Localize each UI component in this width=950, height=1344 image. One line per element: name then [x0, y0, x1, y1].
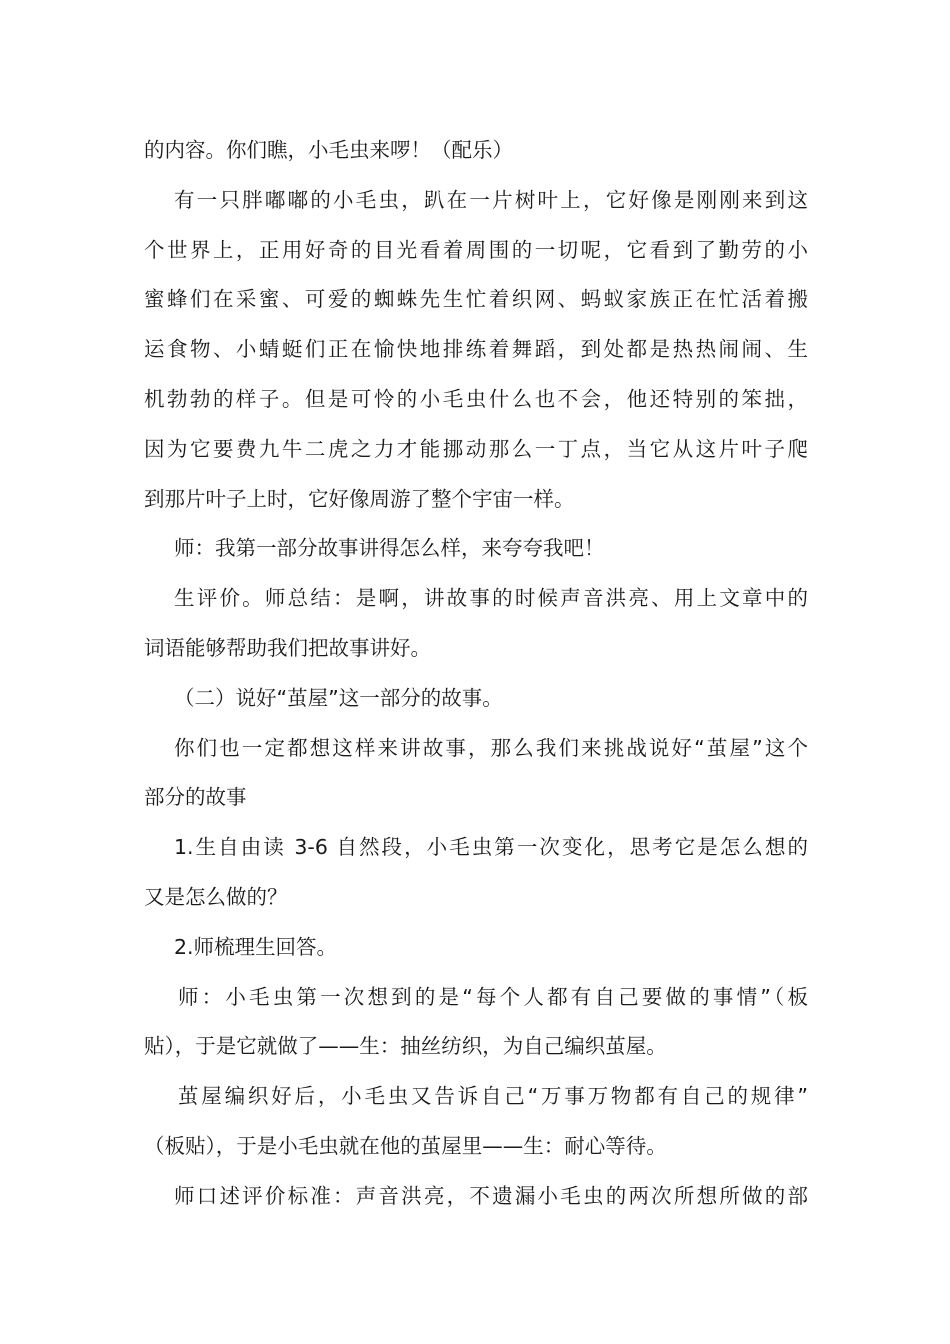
text-line: 1.生自由读 3-6 自然段，小毛虫第一次变化，思考它是怎么想的 [174, 835, 808, 860]
text-line: 茧屋编织好后，小毛虫又告诉自己“万事万物都有自己的规律” [178, 1084, 808, 1109]
text-line: 的内容。你们瞧，小毛虫来啰！（配乐） [144, 138, 513, 162]
text-line: （二）说好“茧屋”这一部分的故事。 [174, 685, 503, 710]
text-line: 机勃勃的样子。但是可怜的小毛虫什么也不会，他还特别的笨拙， [144, 386, 808, 411]
text-line: 师：我第一部分故事讲得怎么样，来夸夸我吧！ [174, 536, 605, 561]
text-line: 到那片叶子上时，它好像周游了整个宇宙一样。 [144, 486, 575, 511]
document-page [144, 126, 808, 1222]
text-line: 部分的故事 [144, 785, 247, 810]
text-line: 你们也一定都想这样来讲故事，那么我们来挑战说好“茧屋”这个 [174, 735, 808, 760]
text-line: 生评价。师总结：是啊，讲故事的时候声音洪亮、用上文章中的 [174, 586, 808, 611]
text-line: 又是怎么做的？ [144, 884, 288, 909]
text-line: 运食物、小蜻蜓们正在愉快地排练着舞蹈，到处都是热热闹闹、生 [144, 337, 808, 362]
text-line: 有一只胖嘟嘟的小毛虫，趴在一片树叶上，它好像是刚刚来到这 [174, 187, 808, 212]
text-line: （板贴），于是小毛虫就在他的茧屋里——生：耐心等待。 [144, 1133, 667, 1158]
text-line: 蜜蜂们在采蜜、可爱的蜘蛛先生忙着织网、蚂蚁家族正在忙活着搬 [144, 287, 808, 312]
text-line: 词语能够帮助我们把故事讲好。 [144, 635, 431, 660]
text-line: 因为它要费九牛二虎之力才能挪动那么一丁点，当它从这片叶子爬 [144, 436, 808, 461]
text-line: 师口述评价标准：声音洪亮，不遗漏小毛虫的两次所想所做的部 [174, 1183, 808, 1208]
text-line: 贴），于是它就做了——生：抽丝纺织，为自己编织茧屋。 [144, 1034, 667, 1059]
text-line: 个世界上，正用好奇的目光看着周围的一切呢，它看到了勤劳的小 [144, 237, 808, 262]
text-line: 2.师梳理生回答。 [174, 934, 338, 959]
text-line: 师：小毛虫第一次想到的是“每个人都有自己要做的事情”（板 [178, 984, 808, 1009]
